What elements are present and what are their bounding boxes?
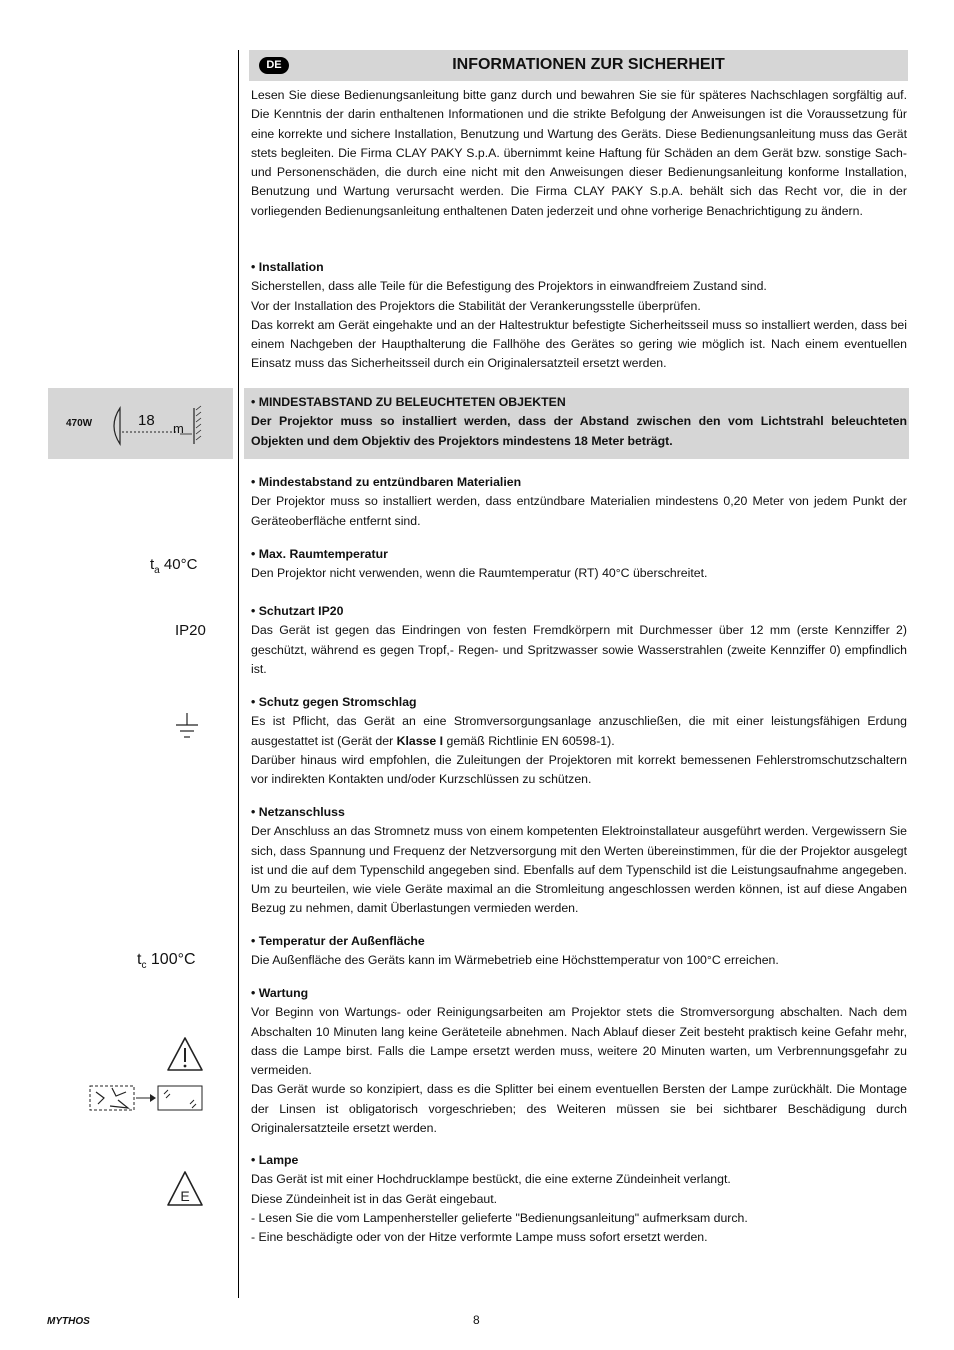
page-title: INFORMATIONEN ZUR SICHERHEIT bbox=[452, 56, 725, 73]
intro-paragraph: Lesen Sie diese Bedienungsanleitung bitte ganz durch und bewahren Sie sie für späteres Nachschlagen sorgfältig auf. Die Kenntnis der darin enthaltenen Informationen und die strikte Befolgung der Anweisungen ist die Voraussetzung für eine korrekte und sichere Installation, Benutzung und Wartung des Geräts. Diese Bedienungsanleitung muss das Gerät stets begleiten. Die Firma CLAY PAKY S.p.A. übernimmt keine Haftung für Schäden an dem Gerät bzw. sonstige Sach- und Personenschäden, die durch eine nicht mit den Anweisungen dieser Bedienungsanleitung konforme Installation, Benutzung und Wartung verursacht werden. Die Firma CLAY PAKY S.p.A. behält sich das Recht vor, die in der vorliegenden Bedienungsanleitung enthaltenen Daten jederzeit und ohne vorherige Benachrichtigung zu ändern. bbox=[251, 88, 907, 218]
ip-section bbox=[251, 602, 907, 679]
installation-line: Sicherstellen, dass alle Teile für die Befestigung des Projektors in einwandfreiem Zustand sind. bbox=[251, 279, 767, 294]
footer-brand: MYTHOS bbox=[47, 1316, 90, 1327]
page-number: 8 bbox=[473, 1313, 480, 1327]
lamp-line: - Lesen Sie die vom Lampenhersteller gelieferte "Bedienungsanleitung" aufmerksam durch. bbox=[251, 1210, 748, 1225]
language-badge: DE bbox=[259, 57, 289, 74]
intro-section bbox=[251, 86, 907, 221]
room-temp-text: Den Projektor nicht verwenden, wenn die Raumtemperatur (RT) 40°C überschreitet. bbox=[251, 566, 708, 581]
installation-heading: • Installation bbox=[251, 260, 324, 274]
warning-triangle-icon bbox=[166, 1036, 204, 1072]
maintenance-heading: • Wartung bbox=[251, 986, 309, 1000]
installation-line: Vor der Installation des Projektors die Stabilität der Verankerungsstelle überprüfen. bbox=[251, 298, 701, 313]
shock-text-2: Darüber hinaus wird empfohlen, die Zuleitungen der Projektoren mit korrekt bemessenen Fehlerstromschutzschaltern vor indirekten Kontakten und/oder Kurzschlüssen zu schützen. bbox=[251, 752, 907, 787]
min-distance-box bbox=[244, 388, 909, 459]
shock-heading: • Schutz gegen Stromschlag bbox=[251, 695, 417, 709]
flammable-text: Der Projektor muss so installiert werden, dass entzündbare Materialien mindestens 0,20 Meter von jedem Punkt der Geräteoberfläche entfernt sind. bbox=[251, 494, 907, 528]
installation-line: Das korrekt am Gerät eingehakte und an der Haltestruktur befestigte Sicherheitsseil muss so installiert werden, dass bei einem Nachgeben der Haupthalterung die Fallhöhe des Gerätes so gering wie möglich ist. Nach einem eventuellen Einsatz muss das Sicherheitsseil durch ein Originalersatzteil ersetzt werden. bbox=[251, 317, 907, 371]
power-label: 470W bbox=[66, 418, 93, 429]
column-divider bbox=[238, 50, 239, 1298]
maintenance-text-2: Das Gerät wurde so konzipiert, dass es die Splitter bei einem eventuellen Bersten der Lampe zurückhält. Die Montage der Linsen ist obligatorisch vorgeschrieben; des Weiteren müssen sie bei sichtbarer Beschädigung durch Originalersatzteile ersetzt werden. bbox=[251, 1082, 907, 1136]
lamp-section bbox=[251, 1151, 907, 1247]
min-distance-text: Der Projektor muss so installiert werden, dass der Abstand zwischen den vom Lichtstrahl beleuchteten Objekten und dem Objektiv des Projektors mindestens 18 Meter beträgt. bbox=[251, 414, 907, 448]
room-temp-heading: • Max. Raumtemperatur bbox=[251, 547, 388, 561]
surface-text: Die Außenfläche des Geräts kann im Wärmebetrieb eine Höchsttemperatur von 100°C erreichen. bbox=[251, 953, 779, 968]
lamp-heading: • Lampe bbox=[251, 1153, 299, 1167]
broken-lens-replace-icon bbox=[88, 1082, 204, 1114]
ip-text: Das Gerät ist gegen das Eindringen von festen Fremdkörpern mit Durchmesser über 12 mm (erste Kennziffer 2) geschützt, während es gegen Tropf,- Regen- und Spritzwasser sowie Wasserstrahlen (zweite Kennziffer 0) empfindlich ist. bbox=[251, 623, 907, 676]
mains-heading: • Netzanschluss bbox=[251, 805, 345, 819]
shock-section bbox=[251, 693, 907, 789]
maintenance-text: Vor Beginn von Wartungs- oder Reinigungsarbeiten am Projektor stets die Stromversorgung abschalten. Nach dem Abschalten 10 Minuten lang keine Geräteteile abnehmen. Nach Ablauf dieser Zeit besteht praktisch keine Gefahr mehr, dass die Lampe birst. Falls die Lampe ersetzt werden muss, weitere 20 Minuten warten, um Verbrennungsgefahr zu vermeiden. bbox=[251, 1005, 907, 1078]
mains-text: Der Anschluss an das Stromnetz muss von einem kompetenten Elektroinstallateur ausgeführt werden. Vergewissern Sie sich, dass Spannung und Frequenz der Netzversorgung mit den Werten übereinstimmen, für die der Projektor ausgelegt ist und die auf dem Typenschild angegeben sind. Ebenfalls auf dem Typenschild ist die Leistungsaufnahme angegeben. Um zu beurteilen, wie viele Geräte maximal an die Stromleitung angeschlossen werden können, ist auf diese Angaben Bezug zu nehmen, damit Überlastungen vermieden werden. bbox=[251, 824, 907, 916]
distance-icon-box bbox=[48, 388, 233, 459]
section-header bbox=[249, 50, 908, 81]
installation-section bbox=[251, 258, 907, 374]
shock-text: Es ist Pflicht, das Gerät an eine Stromversorgungsanlage anzuschließen, die mit einer leistungsfähigen Erdung ausgestattet ist (Gerät der Klasse I gemäß Richtlinie EN 60598-1). bbox=[251, 714, 907, 748]
lamp-line: Das Gerät ist mit einer Hochdrucklampe bestückt, die eine externe Zündeinheit verlangt. bbox=[251, 1172, 731, 1187]
ambient-temp-symbol: $t_a$ 40°C bbox=[150, 556, 198, 576]
min-distance-icon bbox=[106, 400, 226, 450]
min-distance-heading: • MINDESTABSTAND ZU BELEUCHTETEN OBJEKTEN bbox=[251, 395, 566, 409]
lamp-line: Diese Zündeinheit ist in das Gerät eingebaut. bbox=[251, 1191, 498, 1206]
distance-value: 18 bbox=[138, 412, 155, 429]
distance-unit: m bbox=[173, 421, 184, 436]
surface-temp-symbol: $t_c$ 100°C bbox=[137, 951, 196, 972]
flammable-heading: • Mindestabstand zu entzündbaren Materialien bbox=[251, 475, 522, 489]
mains-section bbox=[251, 803, 907, 919]
room-temp-section bbox=[251, 545, 907, 584]
surface-section bbox=[251, 932, 907, 971]
ip-heading: • Schutzart IP20 bbox=[251, 604, 344, 618]
ground-icon bbox=[175, 711, 199, 741]
external-ignitor-triangle-icon bbox=[166, 1170, 204, 1208]
flammable-section bbox=[251, 473, 907, 531]
maintenance-section bbox=[251, 984, 907, 1138]
lamp-line: - Eine beschädigte oder von der Hitze verformte Lampe muss sofort ersetzt werden. bbox=[251, 1230, 708, 1245]
surface-heading: • Temperatur der Außenfläche bbox=[251, 934, 425, 948]
ignitor-letter: E bbox=[180, 1188, 190, 1204]
ip-rating-symbol: IP20 bbox=[175, 622, 206, 639]
